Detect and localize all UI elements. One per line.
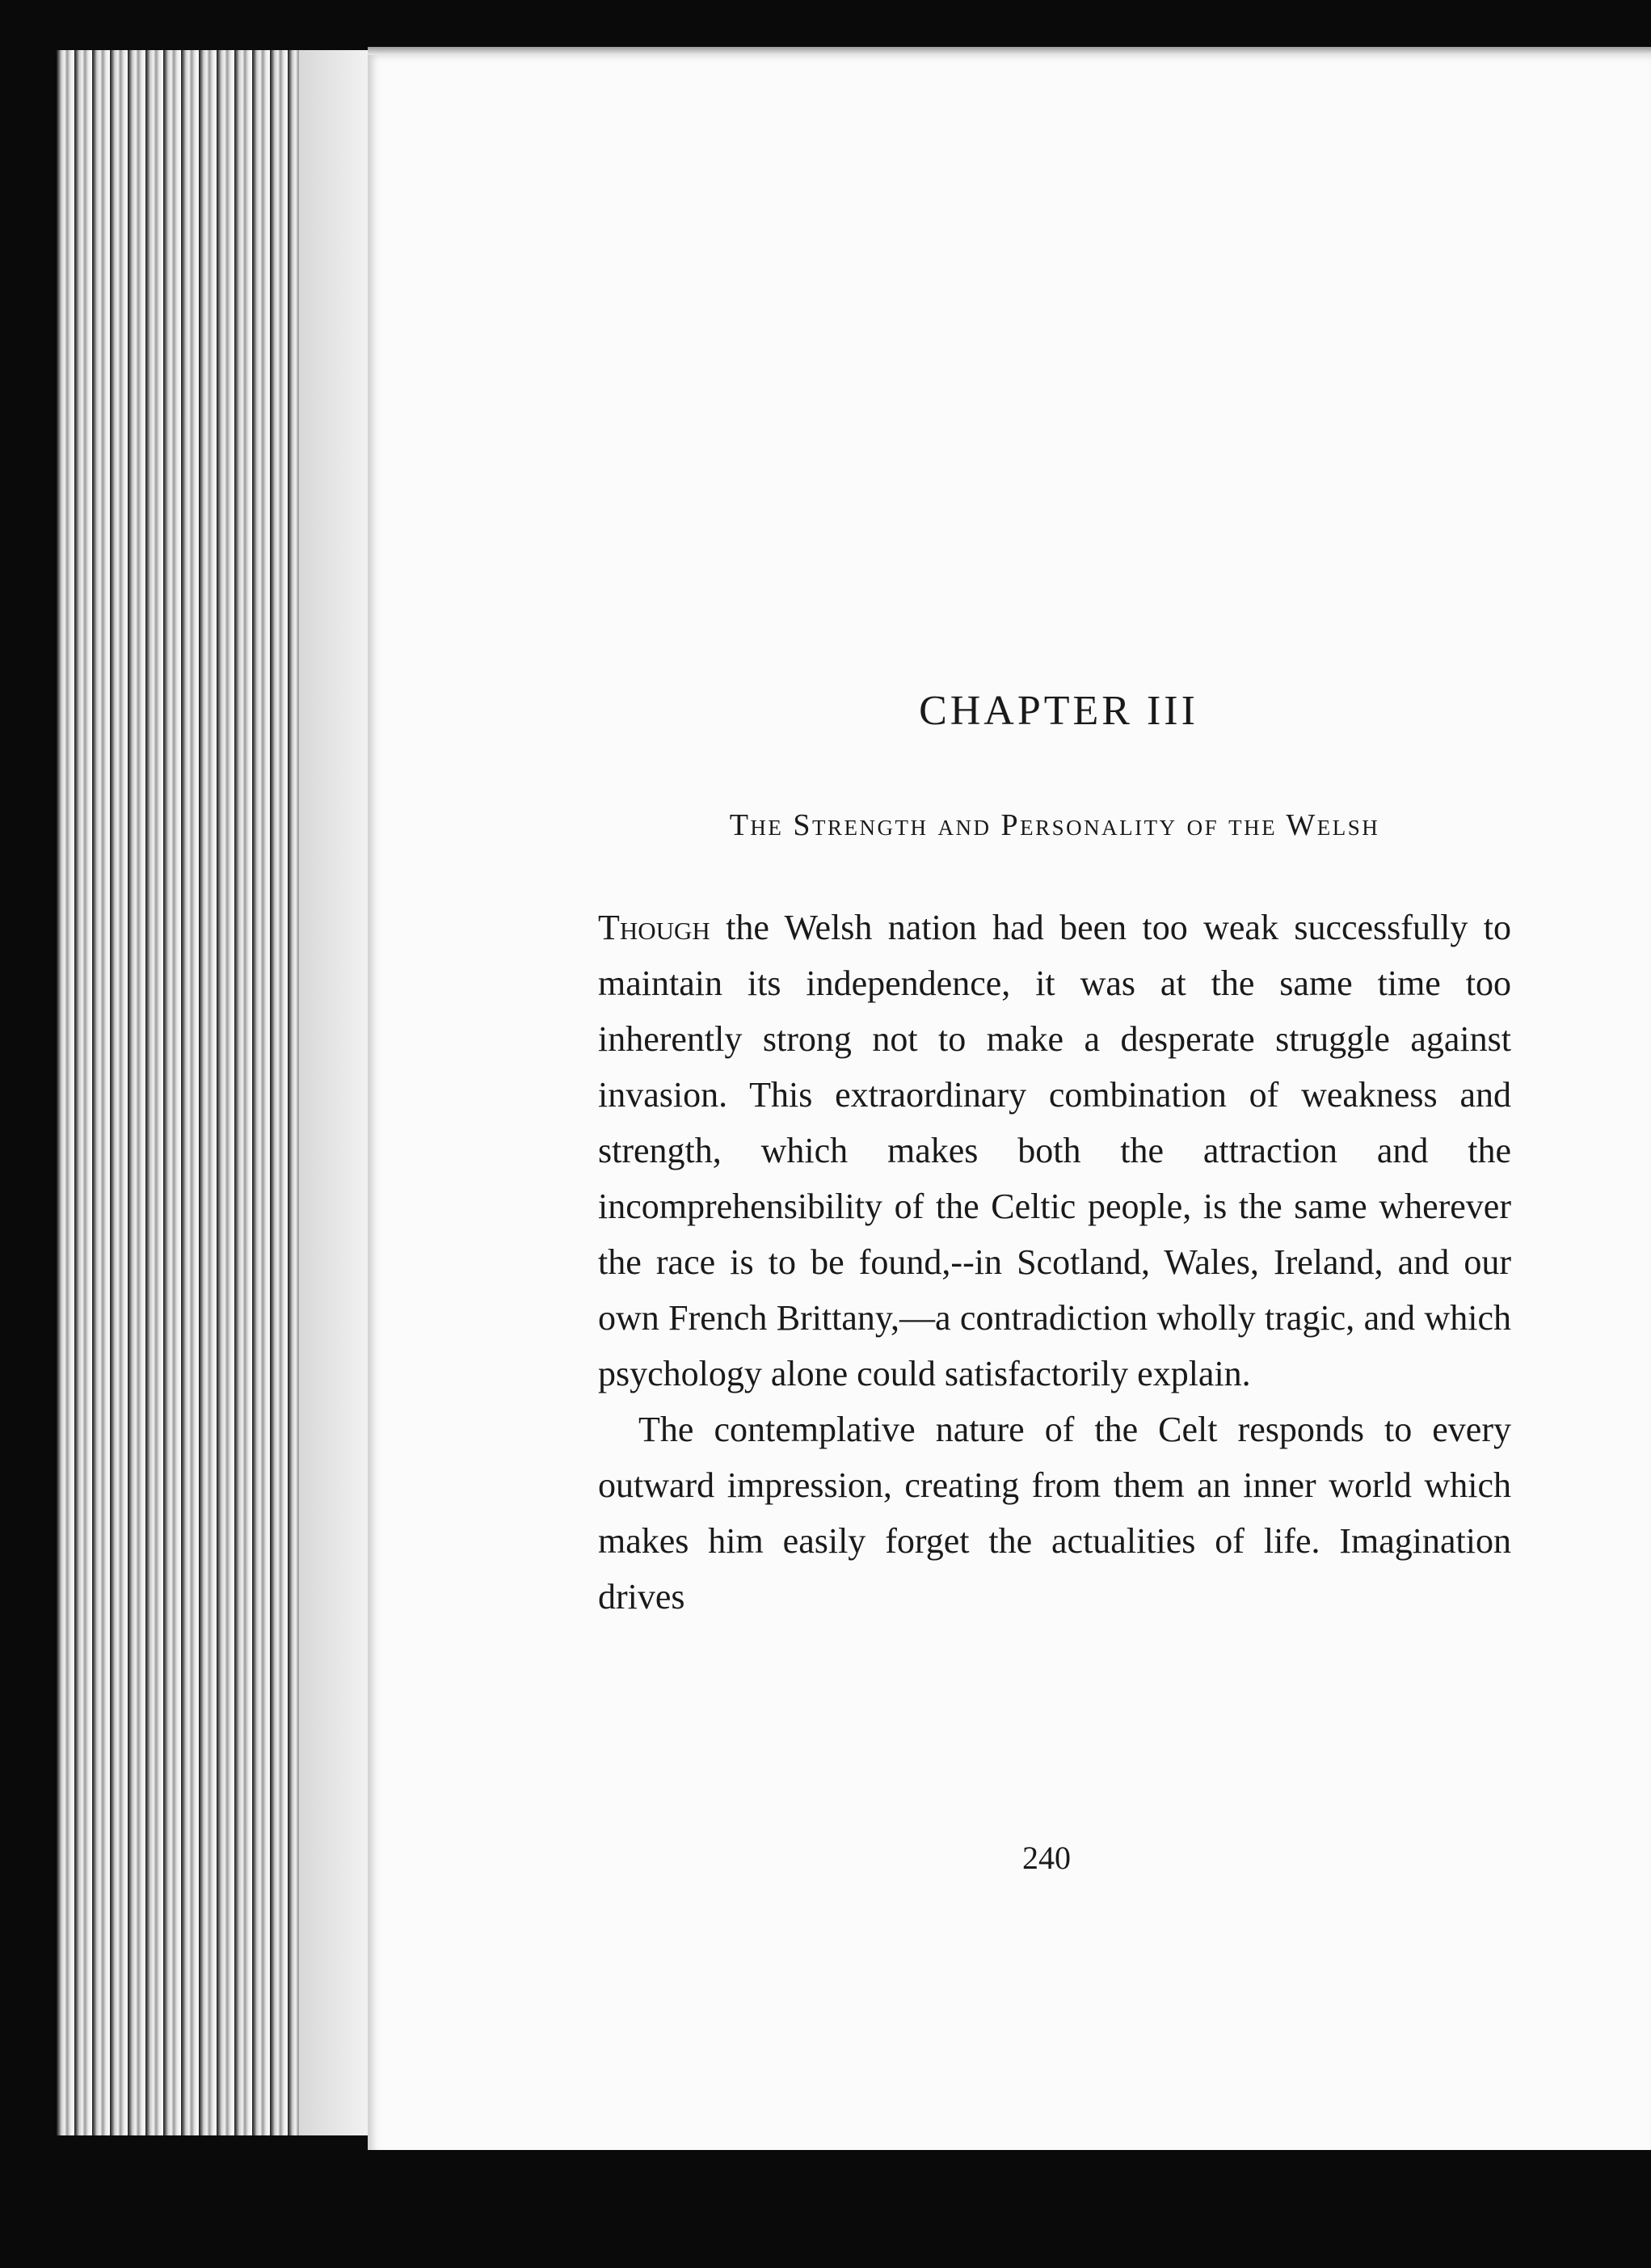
paragraph-lead-word: Though bbox=[598, 908, 710, 947]
paragraph-1-text: the Welsh nation had been too weak successfully to maintain its independence, it was at the same time too inherently strong not to make a desperate struggle against invasion. This extraordinary combination of weakness and strength, which makes both the attraction and the incomprehensibility of the Celtic people, is the same wherever the race is to be found,--in Scotland, Wales, Ireland, and our own French Brittany,—a contradiction wholly tragic, and which psychology alone could satisfactorily explain. bbox=[598, 908, 1511, 1393]
chapter-subtitle: The Strength and Personality of the Welsh bbox=[729, 808, 1380, 842]
paragraph-2: The contemplative nature of the Celt responds to every outward impression, creating from them an inner world which makes him easily forget the actualities of life. Imagination drives bbox=[598, 1410, 1511, 1617]
page-edges bbox=[57, 50, 380, 2135]
background-shadow bbox=[48, 2150, 1651, 2268]
paragraph-1 bbox=[598, 900, 1511, 1402]
chapter-title: CHAPTER III bbox=[919, 688, 1198, 734]
text-block bbox=[598, 687, 1511, 1625]
page-number: 240 bbox=[1022, 1840, 1071, 1876]
